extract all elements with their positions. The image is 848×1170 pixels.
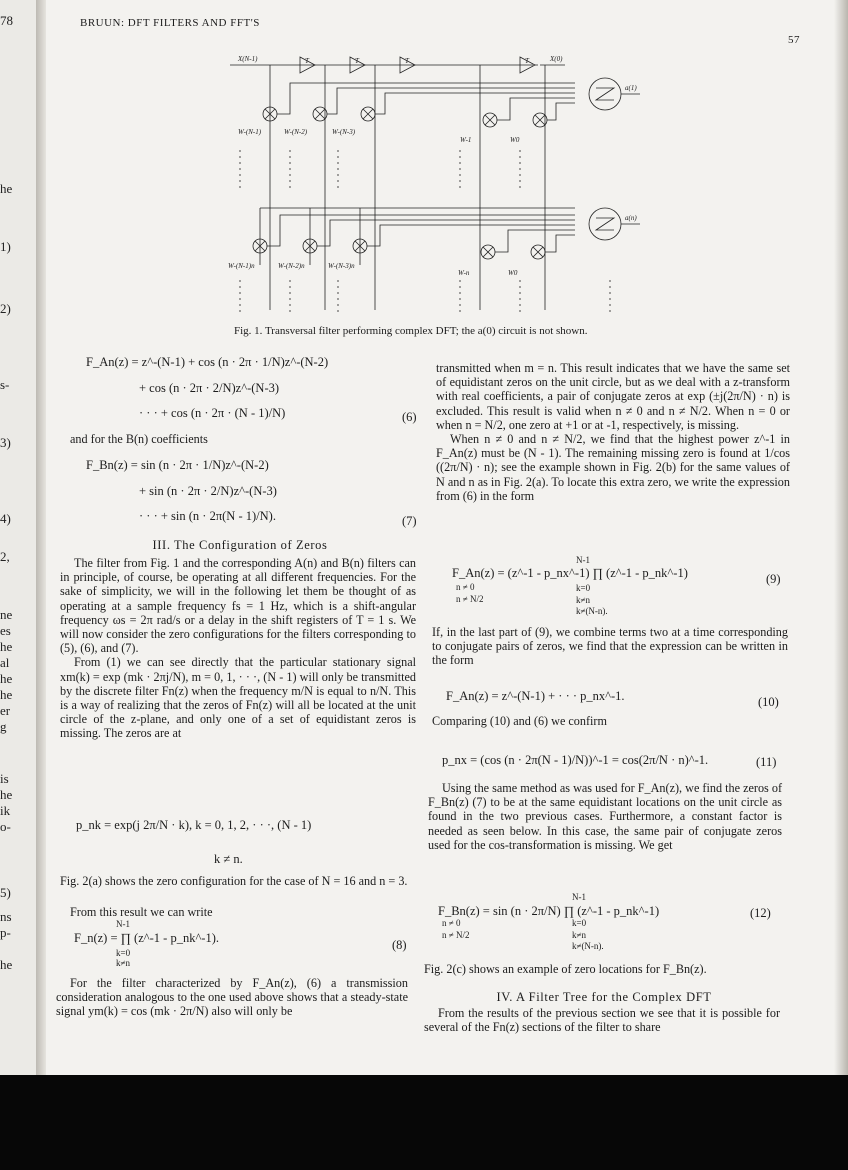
binding-gutter <box>36 0 46 1075</box>
paragraph-fig2c: Fig. 2(c) shows an example of zero locations for F_Bn(z). <box>424 962 707 976</box>
eq9: F_An(z) = (z^-1 - p_nx^-1) ∏ (z^-1 - p_nk^-1) <box>452 566 688 580</box>
eq10: F_An(z) = z^-(N-1) + · · · p_nx^-1. <box>446 689 625 703</box>
margin-fragment: 5) <box>0 885 11 900</box>
eq12-upper-limit: N-1 <box>572 892 586 902</box>
w-top-2: W-(N-2) <box>284 128 308 136</box>
margin-fragment: 2, <box>0 549 10 564</box>
delay-label-1: T <box>305 57 309 65</box>
eq12-exclusion-2: k≠(N-n). <box>572 941 604 951</box>
eq-pnk-condition: k ≠ n. <box>214 852 243 866</box>
paragraph-same-method-text: Using the same method as was used for F_An(z), we find the zeros of F_Bn(z) (7) to be at the same equidistant locations on the unit circle as found in the two previous cases. Furthermore, a constant factor is needed as seen below. In this case, the same pair of conjugate zeros used for the cos-transformation is missing. We get <box>428 781 782 852</box>
section-4-heading: IV. A Filter Tree for the Complex DFT <box>496 990 712 1004</box>
delay-label-4: T <box>525 57 529 65</box>
paragraph-transmitted: transmitted when m = n. This result indicates that we have the same set of equidistant zeros on the unit circle, but as we deal with a z-transform with real coefficients, a pair of conjugate zeros at exp (±j(2π/N) · n) is excluded. This result is valid when n ≠ 0 and n ≠ N/2. When n = 0 or when n = N/2, one zero at +1 or at -1, respectively, is missing. <box>436 361 790 432</box>
margin-fragment: 4) <box>0 511 11 526</box>
w-top-5: W0 <box>510 136 520 144</box>
eq8-exclusion: k≠n <box>116 958 130 968</box>
delay-label-3: T <box>405 57 409 65</box>
margin-fragment: o- <box>0 819 11 834</box>
eq6-line-1: F_An(z) = z^-(N-1) + cos (n · 2π · 1/N)z^-(N-2) <box>86 355 329 369</box>
eq9-exclusion-1: k≠n <box>576 595 590 605</box>
paragraph-filter-fan-text: For the filter characterized by F_An(z), (6) a transmission consideration analogous to the one used above shows that a steady-state signal ym(k) = cos (mk · 2π/N) also will only be <box>56 976 408 1019</box>
section-3-heading: III. The Configuration of Zeros <box>152 538 328 552</box>
a1-label: a(1) <box>625 84 637 92</box>
running-head: BRUUN: DFT FILTERS AND FFT'S <box>80 17 260 29</box>
eq7-line-2: + sin (n · 2π · 2/N)z^-(N-3) <box>139 484 277 498</box>
eq12-condition-2: n ≠ N/2 <box>442 930 470 940</box>
left-column-body <box>60 556 416 741</box>
paragraph-filter-tree-text: From the results of the previous section we see that it is possible for several of the Fn(z) sections of the filter to share <box>424 1006 780 1035</box>
margin-fragment: ik <box>0 803 11 818</box>
eq6-number: (6) <box>402 410 417 424</box>
w-top-4: W-1 <box>460 136 472 144</box>
figure-1-caption: Fig. 1. Transversal filter performing complex DFT; the a(0) circuit is not shown. <box>234 325 588 337</box>
eq9-condition-1: n ≠ 0 <box>456 582 475 592</box>
margin-fragment: 1) <box>0 239 11 254</box>
margin-fragment: 2) <box>0 301 11 316</box>
paragraph-filter-fan <box>56 976 408 1019</box>
paragraph-highest-power: When n ≠ 0 and n ≠ N/2, we find that the highest power z^-1 in F_An(z) must be (N - 1). The remaining missing zero is found at 1/cos ((2π/N) · n); see the example shown in Fig. 2(b) for the same values of N and n as in Fig. 2(a). To locate this extra zero, we write the expression from (6) in the form <box>436 432 790 503</box>
margin-fragment: al <box>0 655 10 670</box>
eq9-lower-limit: k=0 <box>576 583 591 593</box>
figure-1-diagram <box>220 50 640 318</box>
w-bottom-2: W-(N-2)n <box>278 262 305 270</box>
eq8: F_n(z) = ∏ (z^-1 - p_nk^-1). <box>74 931 220 945</box>
eq7-line-1: F_Bn(z) = sin (n · 2π · 1/N)z^-(N-2) <box>86 458 269 472</box>
margin-fragment: he <box>0 671 13 686</box>
w-top-1: W-(N-1) <box>238 128 262 136</box>
margin-fragment: 3) <box>0 435 11 450</box>
right-column-top <box>436 361 790 503</box>
eq12-number: (12) <box>750 906 771 920</box>
eq8-number: (8) <box>392 938 407 952</box>
eq6-line-2: + cos (n · 2π · 2/N)z^-(N-3) <box>139 381 280 395</box>
eq9-exclusion-2: k≠(N-n). <box>576 606 608 616</box>
paragraph-same-method <box>428 781 782 852</box>
an-label: a(n) <box>625 214 637 222</box>
margin-fragment: ns <box>0 909 12 924</box>
w-top-3: W-(N-3) <box>332 128 356 136</box>
eq9-upper-limit: N-1 <box>576 555 590 565</box>
paragraph-filter-frequencies: The filter from Fig. 1 and the corresponding A(n) and B(n) filters can in principle, of course, be operating at all different frequencies. For the sake of simplicity, we will in the following let them be thought of as operating at a sample frequency fs = 1 Hz, which is a shift-angular frequency ωs = 2π rad/s or a delay in the shift registers of T = 1 s. We will now consider the zero configurations for the filters corresponding to (5), (6), and (7). <box>60 556 416 656</box>
input-label: X(N-1) <box>238 55 258 63</box>
eq12-exclusion-1: k≠n <box>572 930 586 940</box>
margin-fragment: ne <box>0 607 13 622</box>
eq11: p_nx = (cos (n · 2π(N - 1)/N))^-1 = cos(2π/N · n)^-1. <box>442 753 709 767</box>
margin-fragment: is <box>0 771 9 786</box>
scan-bottom-band <box>0 1075 848 1170</box>
b-coefficients-lead: and for the B(n) coefficients <box>70 432 208 446</box>
eq9-number: (9) <box>766 572 781 586</box>
w-bottom-5: W0 <box>508 269 518 277</box>
paragraph-combine-terms: If, in the last part of (9), we combine terms two at a time corresponding to conjugate pairs of zeros, we find that the expression can be written in the form <box>432 625 788 668</box>
paragraph-result: From this result we can write <box>70 905 213 919</box>
margin-fragment: he <box>0 639 13 654</box>
prev-page-number: 78 <box>0 13 13 28</box>
eq-pnk: p_nk = exp(j 2π/N · k), k = 0, 1, 2, · · ·, (N - 1) <box>76 818 312 832</box>
margin-fragment: he <box>0 957 13 972</box>
eq11-number: (11) <box>756 755 777 769</box>
w-bottom-1: W-(N-1)n <box>228 262 255 270</box>
margin-fragment: s- <box>0 377 10 392</box>
eq7-line-3: · · · + sin (n · 2π(N - 1)/N). <box>139 509 276 523</box>
eq12-lower-limit: k=0 <box>572 918 587 928</box>
eq12: F_Bn(z) = sin (n · 2π/N) ∏ (z^-1 - p_nk^-1) <box>438 904 660 918</box>
eq10-number: (10) <box>758 695 779 709</box>
page-number: 57 <box>788 34 800 46</box>
margin-fragment: he <box>0 787 13 802</box>
eq7-number: (7) <box>402 514 417 528</box>
margin-fragment: es <box>0 623 11 638</box>
paragraph-stationary-signal: From (1) we can see directly that the particular stationary signal xm(k) = exp (mk · 2πj/N), m = 0, 1, · · ·, (N - 1) will only be transmitted by the discrete filter Fn(z) when the frequency m/N is equal to n/N. This is a way of realizing that the zeros of Fn(z) will all be located at the unit circle of the z-plane, and only one of a set of equidistant zeros is missing. The zeros are at <box>60 655 416 741</box>
eq9-condition-2: n ≠ N/2 <box>456 594 484 604</box>
w-bottom-3: W-(N-3)n <box>328 262 355 270</box>
margin-fragment: g <box>0 719 7 734</box>
margin-fragment: er <box>0 703 11 718</box>
eq8-upper-limit: N-1 <box>116 919 130 929</box>
paragraph-filter-tree <box>424 1006 780 1034</box>
paragraph-fig2a: Fig. 2(a) shows the zero configuration for the case of N = 16 and n = 3. <box>60 874 408 888</box>
margin-fragment: p- <box>0 925 11 940</box>
w-bottom-4: W-n <box>458 269 470 277</box>
margin-fragment: he <box>0 687 13 702</box>
paragraph-comparing: Comparing (10) and (6) we confirm <box>432 714 607 728</box>
delay-label-2: T <box>355 57 359 65</box>
eq6-line-3: · · · + cos (n · 2π · (N - 1)/N) <box>139 406 286 420</box>
page-edge-shadow <box>834 0 848 1075</box>
x0-label: X(0) <box>550 55 563 63</box>
eq12-condition-1: n ≠ 0 <box>442 918 461 928</box>
margin-fragment: he <box>0 181 13 196</box>
eq8-lower-limit: k=0 <box>116 948 131 958</box>
